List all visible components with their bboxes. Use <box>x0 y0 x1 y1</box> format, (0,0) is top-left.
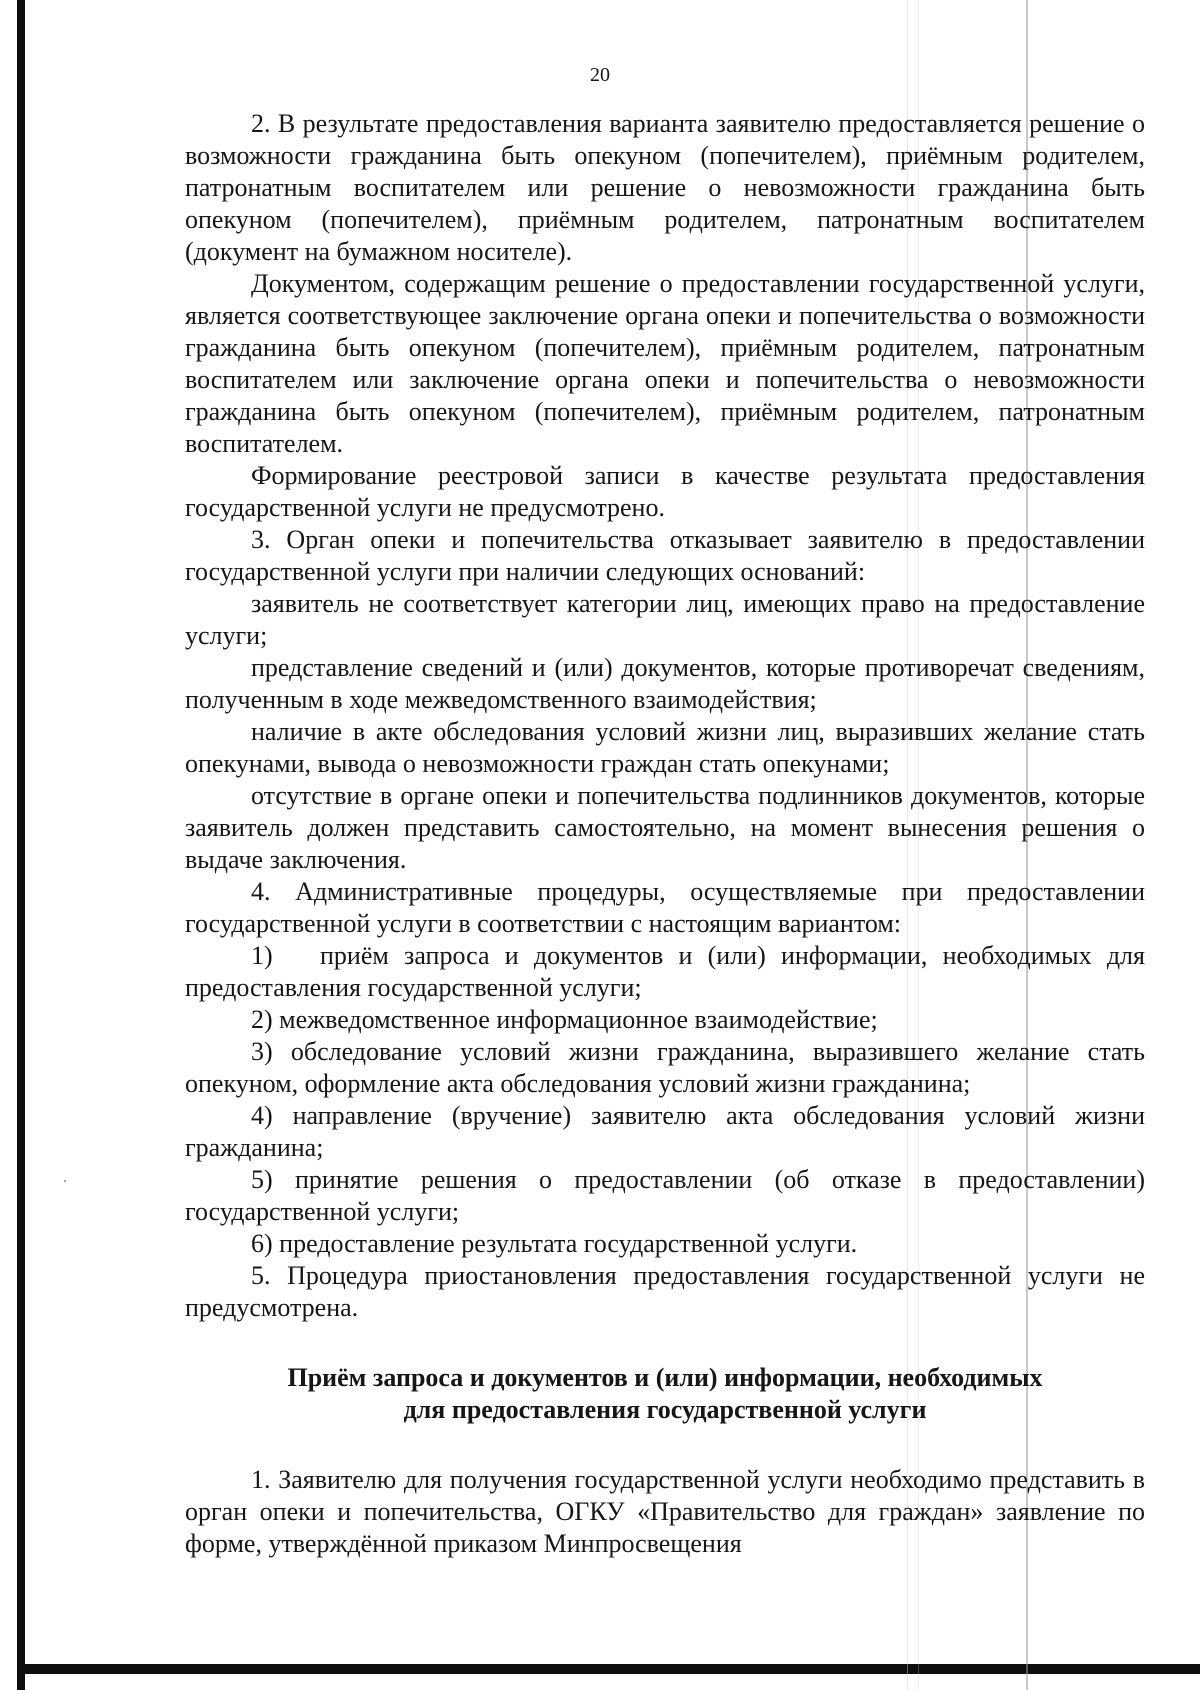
document-body <box>185 108 1145 1560</box>
list-marker: 1) <box>251 941 273 970</box>
paragraph: 4. Административные процедуры, осуществляемые при предоставлении государственной услуги в соответствии с настоящим вариантом: <box>185 877 1145 938</box>
paragraph: Документом, содержащим решение о предоставлении государственной услуги, является соответствующее заключение органа опеки и попечительства о возможности гражданина быть опекуном (попечителем), приёмным родителем, патронатным воспитателем или заключение органа опеки и попечительства о невозможности гражданина быть опекуном (попечителем), приёмным родителем, патронатным воспитателем. <box>185 269 1145 458</box>
list-item: 4) направление (вручение) заявителю акта обследования условий жизни гражданина; <box>185 1101 1145 1162</box>
paragraph: Формирование реестровой записи в качестве результата предоставления государственной услуги не предусмотрено. <box>185 461 1145 522</box>
list-item-text: приём запроса и документов и (или) информации, необходимых для предоставления государственной услуги; <box>185 941 1145 1002</box>
list-item: отсутствие в органе опеки и попечительства подлинников документов, которые заявитель должен представить самостоятельно, на момент вынесения решения о выдаче заключения. <box>185 781 1145 874</box>
list-item: заявитель не соответствует категории лиц, имеющих право на предоставление услуги; <box>185 589 1145 650</box>
list-item: представление сведений и (или) документов, которые противоречат сведениям, полученным в ходе межведомственного взаимодействия; <box>185 653 1145 714</box>
paragraph: 1. Заявителю для получения государственной услуги необходимо представить в орган опеки и попечительства, ОГКУ «Правительство для граждан» заявление по форме, утверждённой приказом Минпросвещения <box>185 1465 1145 1558</box>
section-heading-line: для предоставления государственной услуги <box>403 1395 927 1424</box>
scan-border-left <box>17 0 25 1690</box>
list-item: 3) обследование условий жизни гражданина, выразившего желание стать опекуном, оформление акта обследования условий жизни гражданина; <box>185 1037 1145 1098</box>
list-item: 2) межведомственное информационное взаимодействие; <box>251 1005 878 1034</box>
paragraph: 3. Орган опеки и попечительства отказывает заявителю в предоставлении государственной услуги при наличии следующих оснований: <box>185 525 1145 586</box>
paragraph: 2. В результате предоставления варианта заявителю предоставляется решение о возможности гражданина быть опекуном (попечителем), приёмным родителем, патронатным воспитателем или решение о невозможности гражданина быть опекуном (попечителем), приёмным родителем, патронатным воспитателем (документ на бумажном носителе). <box>185 109 1145 266</box>
paragraph: 5. Процедура приостановления предоставления государственной услуги не предусмотрена. <box>185 1261 1145 1322</box>
scan-speck <box>64 1180 66 1182</box>
section-heading <box>185 1362 1145 1426</box>
list-item: 6) предоставление результата государственной услуги. <box>251 1229 858 1258</box>
list-item <box>185 940 1145 1004</box>
section-heading-line: Приём запроса и документов и (или) информации, необходимых <box>287 1363 1043 1392</box>
page-number: 20 <box>590 64 610 86</box>
scan-border-bottom <box>17 1664 1200 1674</box>
list-item: наличие в акте обследования условий жизни лиц, выразивших желание стать опекунами, вывода о невозможности граждан стать опекунами; <box>185 717 1145 778</box>
list-item: 5) принятие решения о предоставлении (об отказе в предоставлении) государственной услуги; <box>185 1165 1145 1226</box>
